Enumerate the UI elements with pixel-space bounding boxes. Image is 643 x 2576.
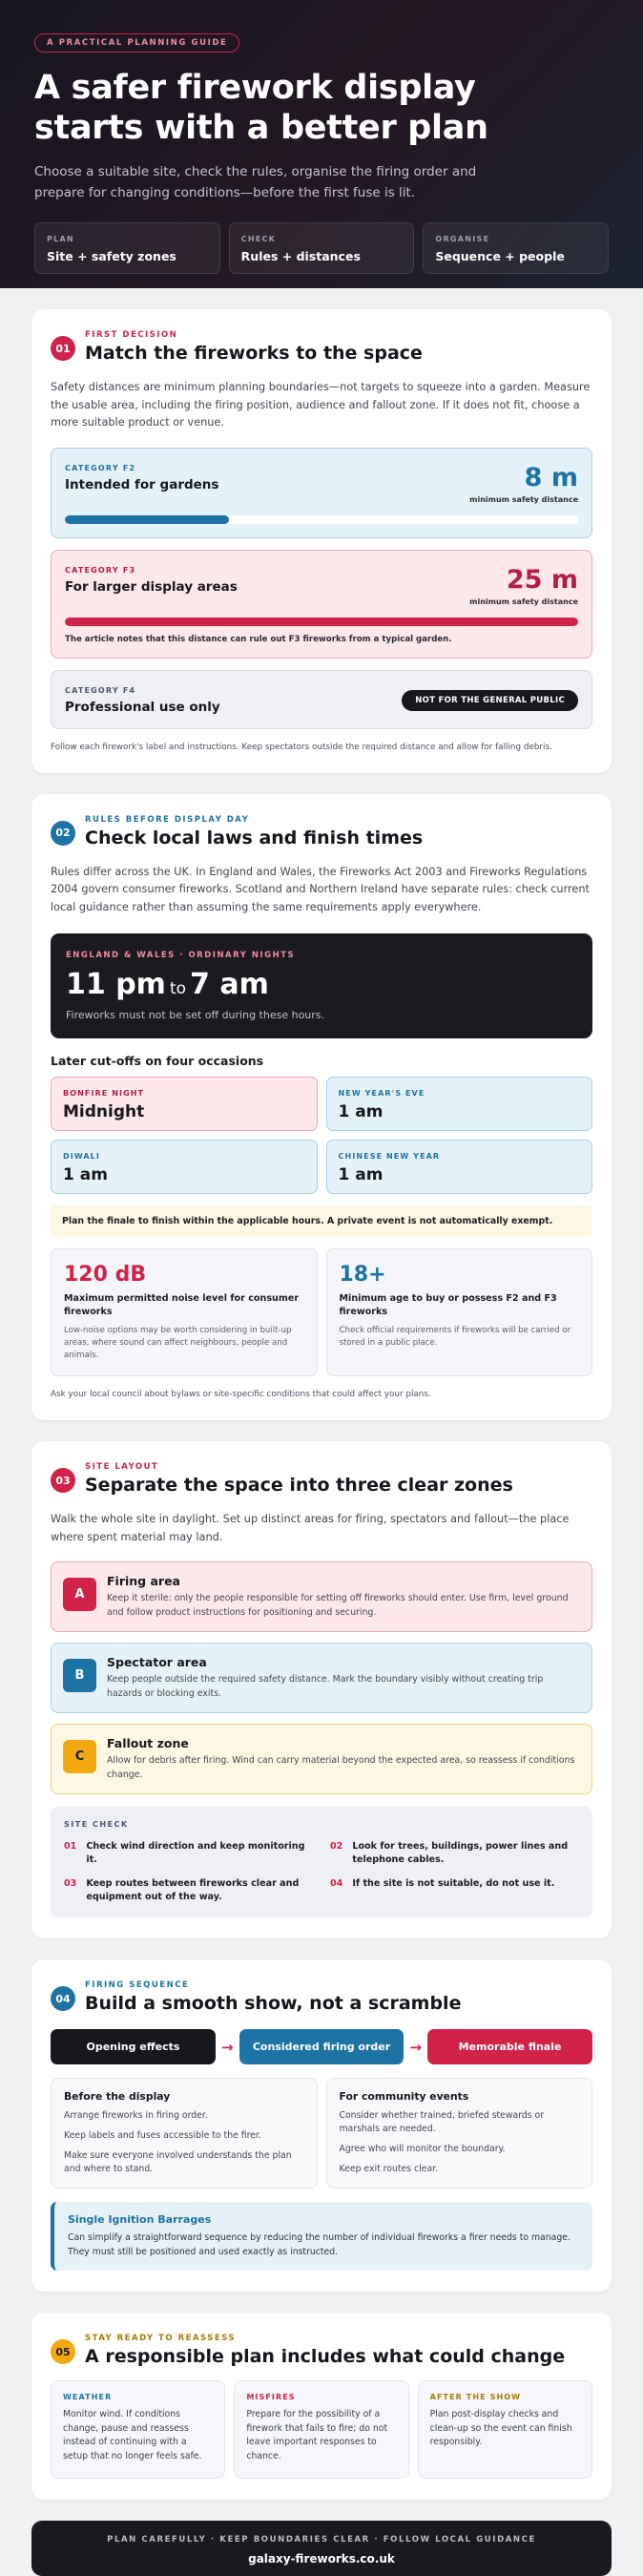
site-check-grid xyxy=(64,1840,579,1904)
safety-distance-value: 25 m xyxy=(506,564,578,595)
occasion-key: CHINESE NEW YEAR xyxy=(338,1152,441,1161)
footer-site-link[interactable]: galaxy-fireworks.co.uk xyxy=(248,2552,395,2566)
section-intro: Safety distances are minimum planning boundaries—not targets to squeeze into a garden. Measure the usable area, including the firing position, audience and fallout zone. If it does not fit, choose a more suitable product or venue. xyxy=(51,381,591,429)
section-header xyxy=(51,815,592,848)
curfew-key: ENGLAND & WALES · ORDINARY NIGHTS xyxy=(66,951,296,960)
section-intro: Walk the whole site in daylight. Set up distinct areas for firing, spectators and fallout—the place where spent material may land. xyxy=(51,1513,570,1543)
hero-card-plan xyxy=(34,222,220,274)
distance-bar-fill xyxy=(65,515,229,524)
distance-bar-fill xyxy=(65,618,578,626)
site-check-key: SITE CHECK xyxy=(64,1820,129,1829)
check-text: Look for trees, buildings, power lines and telephone cables. xyxy=(352,1841,569,1865)
curfew-text: Fireworks must not be set off during these hours. xyxy=(66,1009,325,1021)
zone-title: Spectator area xyxy=(107,1655,207,1669)
misfires-card xyxy=(234,2380,408,2479)
occasion-key: DIWALI xyxy=(63,1152,100,1161)
hero-card-key: ORGANISE xyxy=(435,235,490,243)
site-check-item xyxy=(64,1877,313,1904)
section-header xyxy=(51,1980,592,2014)
list-item: Keep exit routes clear. xyxy=(339,2164,439,2174)
safety-distance-label: minimum safety distance xyxy=(469,597,578,606)
footer-tagline: PLAN CAREFULLY · KEEP BOUNDARIES CLEAR · FOLLOW LOCAL GUIDANCE xyxy=(107,2535,536,2545)
stat-number: 120 dB xyxy=(64,1263,147,1287)
zone-badge: B xyxy=(63,1659,96,1692)
stat-description: Check official requirements if fireworks will be carried or stored in a public place. xyxy=(339,1326,571,1348)
hero-card-value: Rules + distances xyxy=(240,249,361,263)
card-text: Prepare for the possibility of a firework that fails to fire; do not leave important responses to chance. xyxy=(246,2409,388,2461)
finale-warning: Plan the finale to finish within the applicable hours. A private event is not automatically exempt. xyxy=(51,1205,592,1237)
occasion-value: 1 am xyxy=(338,1102,384,1121)
before-display-card xyxy=(51,2078,318,2189)
flow-step-opening: Opening effects xyxy=(51,2029,216,2064)
check-number: 03 xyxy=(64,1878,77,1889)
stat-description: Low-noise options may be worth considering in built-up areas, where sound can affect neighbours, people and animals. xyxy=(64,1326,292,1360)
check-number: 01 xyxy=(64,1841,77,1852)
category-f3-card xyxy=(51,550,592,659)
card-text: Plan post-display checks and clean-up so the event can finish responsibly. xyxy=(429,2409,572,2447)
callout-title: Single Ignition Barrages xyxy=(68,2213,212,2226)
list-item: Keep labels and fuses accessible to the firer. xyxy=(64,2130,261,2141)
curfew-to-word: to xyxy=(169,979,187,998)
sequence-lists xyxy=(51,2078,592,2189)
callout-text: Can simplify a straightforward sequence by reducing the number of individual fireworks a firer needs to manage. They must still be positioned and used exactly as instructed. xyxy=(68,2232,570,2257)
section-intro: Rules differ across the UK. In England and Wales, the Fireworks Act 2003 and Fireworks Regulations 2004 govern consumer fireworks. Scotland and Northern Ireland have separate rules: check current local guidance rather than assuming the same requirements apply everywhere. xyxy=(51,865,590,913)
stat-title: Maximum permitted noise level for consumer fireworks xyxy=(64,1293,300,1317)
category-f4-card xyxy=(51,670,592,729)
section-number: 05 xyxy=(51,2339,75,2364)
zone-title: Firing area xyxy=(107,1574,180,1588)
hero-title-line2: starts with a better plan xyxy=(34,109,488,147)
category-title: Intended for gardens xyxy=(65,476,219,492)
list-item: Make sure everyone involved understands the plan and where to stand. xyxy=(64,2150,292,2174)
after-show-card xyxy=(418,2380,592,2479)
occasion-card xyxy=(326,1077,593,1131)
section-title: A responsible plan includes what could change xyxy=(85,2346,566,2367)
occasion-card xyxy=(51,1077,318,1131)
age-stat-card xyxy=(326,1248,593,1376)
site-check-panel xyxy=(51,1807,592,1917)
hero-card-value: Site + safety zones xyxy=(47,249,176,263)
list-item: Consider whether trained, briefed stewards or marshals are needed. xyxy=(339,2110,545,2134)
section-title: Separate the space into three clear zones xyxy=(85,1475,513,1496)
curfew-to: 7 am xyxy=(190,968,269,1001)
zone-badge: C xyxy=(63,1740,96,1773)
hero-cards xyxy=(34,222,609,274)
section-match-fireworks xyxy=(31,309,612,773)
hero-title xyxy=(34,68,609,148)
section-title: Build a smooth show, not a scramble xyxy=(85,1993,462,2014)
card-key: MISFIRES xyxy=(246,2393,296,2401)
section-header xyxy=(51,1462,592,1496)
hero-subtitle: Choose a suitable site, check the rules, organise the firing order and prepare for changing conditions—before the first fuse is lit. xyxy=(34,164,477,200)
not-for-public-badge: NOT FOR THE GENERAL PUBLIC xyxy=(402,690,578,711)
reassess-grid xyxy=(51,2380,592,2479)
section-number: 01 xyxy=(51,336,75,361)
section-eyebrow: SITE LAYOUT xyxy=(85,1462,159,1472)
distance-bar xyxy=(65,618,578,626)
site-check-item xyxy=(64,1840,313,1867)
category-key: CATEGORY F2 xyxy=(65,463,136,472)
safety-distance-label: minimum safety distance xyxy=(469,494,578,504)
section-reassess xyxy=(31,2313,612,2500)
later-cutoffs-heading: Later cut-offs on four occasions xyxy=(51,1054,264,1068)
noise-stat-card xyxy=(51,1248,318,1376)
section-local-laws xyxy=(31,794,612,1421)
card-key: WEATHER xyxy=(63,2393,113,2401)
arrow-right-icon: → xyxy=(409,2038,423,2056)
section-number: 04 xyxy=(51,1986,75,2011)
category-f2-card xyxy=(51,448,592,538)
arrow-right-icon: → xyxy=(220,2038,234,2056)
section-site-layout xyxy=(31,1441,612,1938)
occasion-value: 1 am xyxy=(338,1165,384,1184)
list-item: Agree who will monitor the boundary. xyxy=(339,2144,506,2154)
zone-description: Keep people outside the required safety distance. Mark the boundary visibly without creating trip hazards or blocking exits. xyxy=(107,1674,544,1699)
list-title: For community events xyxy=(339,2090,469,2103)
list-title: Before the display xyxy=(64,2090,171,2103)
zone-title: Fallout zone xyxy=(107,1736,189,1750)
weather-card xyxy=(51,2380,225,2479)
section-title: Check local laws and finish times xyxy=(85,827,424,848)
occasion-card xyxy=(326,1140,593,1194)
category-note: The article notes that this distance can rule out F3 fireworks from a typical garden. xyxy=(65,634,452,644)
check-text: Keep routes between fireworks clear and equipment out of the way. xyxy=(86,1878,300,1902)
site-check-item xyxy=(330,1877,579,1904)
zone-fallout xyxy=(51,1724,592,1794)
hero xyxy=(0,0,643,288)
section-eyebrow: RULES BEFORE DISPLAY DAY xyxy=(85,814,250,825)
distance-bar xyxy=(65,515,578,524)
footer xyxy=(31,2521,612,2576)
safety-distance-value: 8 m xyxy=(524,462,578,492)
occasion-key: NEW YEAR'S EVE xyxy=(338,1089,425,1098)
occasions-grid xyxy=(51,1077,592,1194)
check-number: 04 xyxy=(330,1878,343,1889)
section-eyebrow: FIRING SEQUENCE xyxy=(85,1980,190,1990)
category-key: CATEGORY F4 xyxy=(65,685,136,695)
zone-description: Keep it sterile: only the people responsible for setting off fireworks should enter. Use firm, level ground and follow product instructions for positioning and securing. xyxy=(107,1593,569,1618)
section-number: 03 xyxy=(51,1468,75,1493)
curfew-from: 11 pm xyxy=(66,968,166,1001)
section-eyebrow: FIRST DECISION xyxy=(85,330,178,340)
single-ignition-callout xyxy=(51,2202,592,2271)
category-title: For larger display areas xyxy=(65,578,238,595)
section-title: Match the fireworks to the space xyxy=(85,343,423,364)
section-note: Ask your local council about bylaws or site-specific conditions that could affect your plans. xyxy=(51,1390,431,1399)
flow-step-finale: Memorable finale xyxy=(427,2029,592,2064)
hero-card-organise xyxy=(423,222,609,274)
stat-title: Minimum age to buy or possess F2 and F3 fireworks xyxy=(339,1293,557,1317)
site-check-item xyxy=(330,1840,579,1867)
occasion-value: Midnight xyxy=(63,1102,145,1121)
occasion-card xyxy=(51,1140,318,1194)
hero-card-value: Sequence + people xyxy=(435,249,565,263)
zone-firing-area xyxy=(51,1561,592,1632)
occasion-value: 1 am xyxy=(63,1165,108,1184)
category-key: CATEGORY F3 xyxy=(65,565,136,575)
check-number: 02 xyxy=(330,1841,343,1852)
check-text: Check wind direction and keep monitoring it. xyxy=(86,1841,305,1865)
section-eyebrow: STAY READY TO REASSESS xyxy=(85,2334,237,2343)
section-header xyxy=(51,330,592,364)
flow-step-order: Considered firing order xyxy=(239,2029,404,2064)
stats-grid xyxy=(51,1248,592,1376)
hero-tag: A PRACTICAL PLANNING GUIDE xyxy=(34,33,239,52)
card-text: Monitor wind. If conditions change, pause and reassess instead of continuing with a setup that no longer feels safe. xyxy=(63,2409,202,2461)
community-events-card xyxy=(326,2078,593,2189)
stat-number: 18+ xyxy=(339,1263,386,1287)
sequence-flow xyxy=(51,2029,592,2064)
hero-card-key: CHECK xyxy=(240,235,277,243)
section-number: 02 xyxy=(51,821,75,846)
hero-card-check xyxy=(229,222,415,274)
category-title: Professional use only xyxy=(65,699,220,715)
section-header xyxy=(51,2334,592,2367)
zone-badge: A xyxy=(63,1578,96,1611)
section-note: Follow each firework's label and instructions. Keep spectators outside the required distance and allow for falling debris. xyxy=(51,742,552,752)
curfew-hours xyxy=(66,968,577,1001)
hero-title-line1: A safer firework display xyxy=(34,69,476,107)
occasion-key: BONFIRE NIGHT xyxy=(63,1089,145,1098)
hero-card-key: PLAN xyxy=(47,235,75,243)
curfew-card xyxy=(51,933,592,1038)
section-firing-sequence xyxy=(31,1959,612,2292)
zone-spectator-area xyxy=(51,1643,592,1713)
card-key: AFTER THE SHOW xyxy=(429,2393,522,2401)
zone-description: Allow for debris after firing. Wind can carry material beyond the expected area, so reassess if conditions change. xyxy=(107,1755,575,1780)
list-item: Arrange fireworks in firing order. xyxy=(64,2110,208,2121)
check-text: If the site is not suitable, do not use it. xyxy=(352,1878,555,1889)
